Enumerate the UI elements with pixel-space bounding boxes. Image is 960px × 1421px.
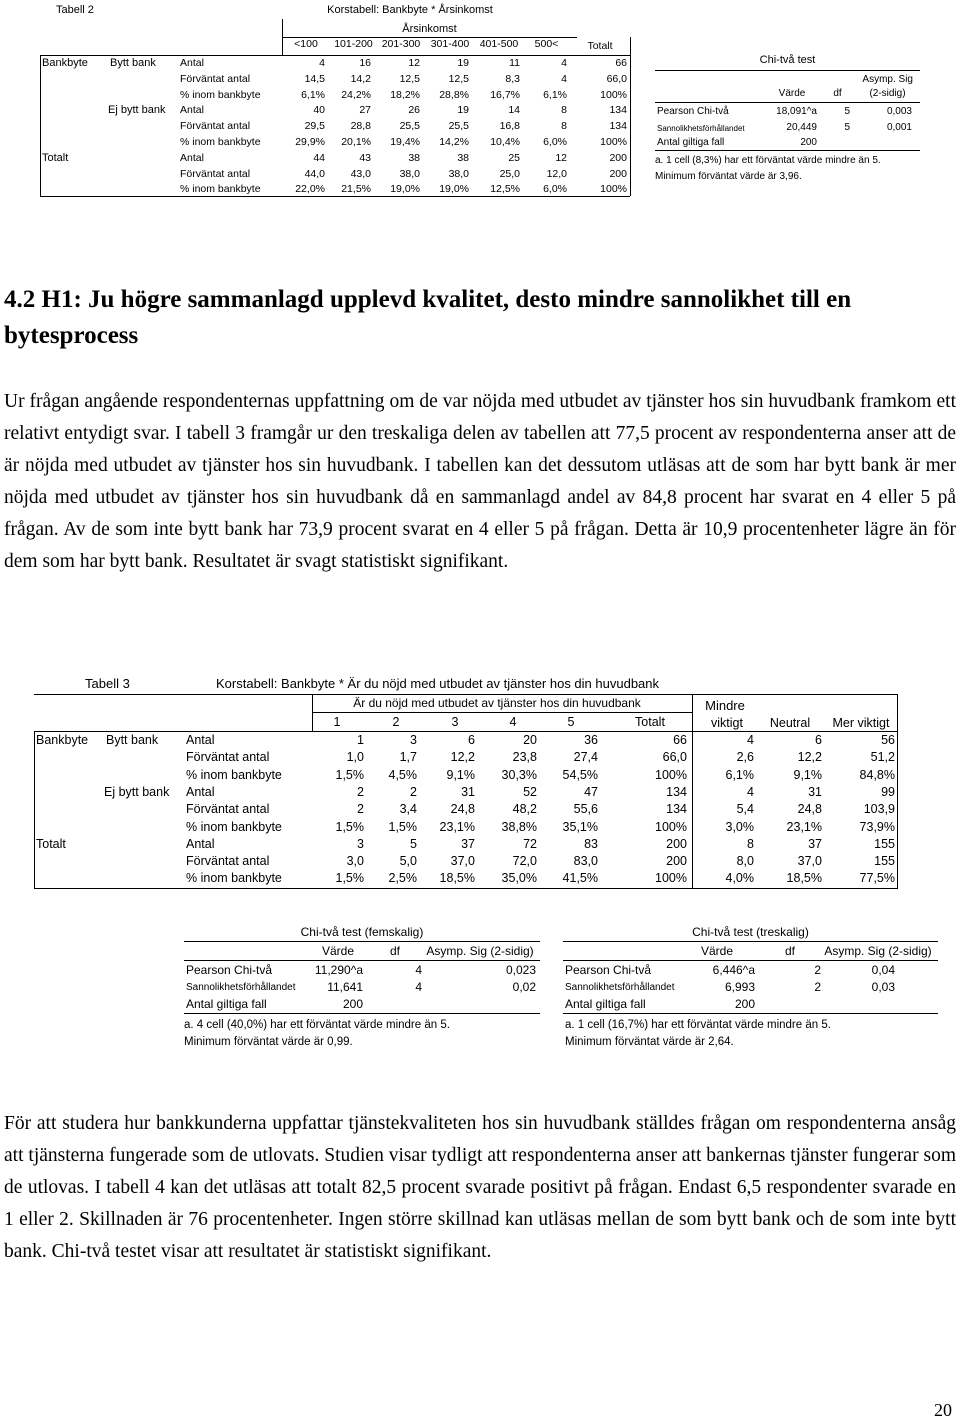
table2-chi-value: 18,091^a <box>776 106 817 117</box>
table3-cell: 2,5% <box>388 871 417 886</box>
table3-row-label: Antal <box>186 836 215 851</box>
chi5-value-header: Värde <box>321 944 355 958</box>
table2-cell: 14,5 <box>304 72 325 85</box>
table2-row-label: Antal <box>180 104 204 117</box>
chi3-note1: a. 1 cell (16,7%) har ett förväntat värde mindre än 5. <box>565 1019 831 1031</box>
table2-cell: 19 <box>457 104 469 117</box>
table2-cell: 12,5 <box>448 72 469 85</box>
table3-cell: 23,1% <box>439 819 475 834</box>
table3-extra-cell: 37 <box>808 836 822 851</box>
table3-cell: 23,8 <box>512 750 537 765</box>
table2-chi-title: Chi-två test <box>759 54 816 66</box>
table2-col-header: 101-200 <box>334 38 373 50</box>
chi5-sig-header: Asymp. Sig (2-sidig) <box>426 944 534 958</box>
table2-cell: 14 <box>508 104 520 117</box>
chi3-body-value: 6,993 <box>724 980 755 994</box>
table2-cell: 16,7% <box>490 88 520 101</box>
table3-cell: 12,2 <box>450 750 475 765</box>
table3-cell: 200 <box>666 854 687 869</box>
table2-cell: 26 <box>408 104 420 117</box>
table3-row-group: Bankbyte <box>36 733 89 747</box>
table2-cell: 200 <box>609 151 627 164</box>
table2-cell: 12,5% <box>490 183 520 196</box>
table2-cell: 21,5% <box>341 183 371 196</box>
table3-col-header: 1 <box>333 715 341 729</box>
chi5-body-df: 4 <box>415 963 422 977</box>
table3-cell: 72,0 <box>512 854 537 869</box>
table3-extra-col-header: viktigt <box>711 716 743 730</box>
table3-extra-col-header: Mer viktigt <box>832 716 890 730</box>
table2-cell: 66 <box>615 57 627 69</box>
table3-cell: 35,0% <box>501 871 537 886</box>
table2-row-subgroup: Bytt bank <box>110 57 156 69</box>
table2-chi-row-label: Antal giltiga fall <box>657 137 725 148</box>
table3-cell: 54,5% <box>562 767 598 782</box>
table3-cell: 83,0 <box>573 854 598 869</box>
table3-cell: 4,5% <box>388 767 417 782</box>
table2-row-label: Förväntat antal <box>180 167 251 180</box>
table2-title: Korstabell: Bankbyte * Årsinkomst <box>327 4 493 16</box>
table3-cell: 1,5% <box>388 819 417 834</box>
table2-col-header: 301-400 <box>430 38 470 50</box>
table3-extra-cell: 6,1% <box>725 767 754 782</box>
table2-chi-df: 5 <box>844 121 850 133</box>
table2-cell: 29,9% <box>295 136 325 148</box>
table3-extra-cell: 37,0 <box>797 854 822 869</box>
table3-cell: 100% <box>655 871 687 886</box>
table2-chi-sig: 0,003 <box>886 106 912 117</box>
table3-row-label: % inom bankbyte <box>186 767 282 782</box>
table3-cell: 9,1% <box>446 767 475 782</box>
table3-row-subgroup: Ej bytt bank <box>104 784 170 799</box>
table2-cell: 134 <box>609 120 627 133</box>
table3-row-label: Antal <box>186 784 215 799</box>
table2-cell: 25,5 <box>448 120 469 133</box>
table3-cell: 20 <box>523 733 537 747</box>
table2-cell: 100% <box>600 136 627 148</box>
table3-extra-col-header: Neutral <box>769 716 811 730</box>
table3-extra-cell: 18,5% <box>786 871 822 886</box>
table2-cell: 25,0 <box>499 167 520 180</box>
chi3-note2: Minimum förväntat värde är 2,64. <box>565 1036 734 1048</box>
table3-cell: 36 <box>584 733 598 747</box>
table3-extra-cell: 155 <box>874 854 895 869</box>
table3-col-header: 4 <box>509 715 517 729</box>
table2-cell: 100% <box>600 88 627 101</box>
table2-cell: 38 <box>408 151 420 164</box>
table2-cell: 8,3 <box>505 72 520 85</box>
table3-cell: 3,4 <box>399 802 417 817</box>
table2-cell: 11 <box>509 57 520 69</box>
table3-extra-cell: 77,5% <box>859 871 895 886</box>
section-heading: 4.2 H1: Ju högre sammanlagd upplevd kvalitet, desto mindre sannolikhet till en bytesprocess <box>4 286 852 349</box>
table2-cell: 8 <box>561 104 567 117</box>
table3-cell: 24,8 <box>450 802 475 817</box>
table3-extra-cell: 51,2 <box>870 750 895 765</box>
chi5-body-sig: 0,023 <box>505 963 536 977</box>
table3-extra-cell: 31 <box>808 784 822 799</box>
table3-cell: 37 <box>461 836 475 851</box>
chi3-sig-header: Asymp. Sig (2-sidig) <box>824 944 932 958</box>
table3-cell: 30,3% <box>501 767 537 782</box>
table3-cell: 41,5% <box>562 871 598 886</box>
section-paragraph-text: Ur frågan angående respondenternas uppfattning om de var nöjda med utbudet av tjänster hos sin huvudbank framkom ett relativt entydigt svar. I tabell 3 framgår ur den treskaliga delen av tabellen att 77,5 procent av respondenterna anser att de är nöjda med utbudet av tjänster hos sin huvudbank. I tabellen kan det dessutom utläsas att de som har bytt bank är mer nöjda med utbudet av tjänster hos sin huvudbank då en sammanlagd andel av 84,8 procent har svarat en 4 eller 5 på frågan. Av de som inte bytt bank har 73,9 procent svarat en 4 eller 5 på frågan. Detta är 10,9 procentenheter lägre än för dem som har bytt bank. Resultatet är svagt statistiskt signifikant. <box>4 391 956 572</box>
table3-extra-cell: 4 <box>747 784 754 799</box>
chi3-body-sig: 0,04 <box>871 963 895 977</box>
table2-label: Tabell 2 <box>56 4 94 16</box>
table3-title: Korstabell: Bankbyte * Är du nöjd med utbudet av tjänster hos din huvudbank <box>216 676 660 691</box>
table3-cell: 100% <box>655 767 687 782</box>
closing-paragraph <box>4 1108 956 1268</box>
chi5-note2: Minimum förväntat värde är 0,99. <box>184 1036 353 1048</box>
chi3-body-df: 2 <box>814 980 821 994</box>
table3-extra-cell: 4,0% <box>725 871 754 886</box>
table2-cell: 44 <box>313 151 325 164</box>
table3-cell: 100% <box>655 819 687 834</box>
table3-cell: 55,6 <box>573 802 598 817</box>
table2-cell: 25,5 <box>399 120 420 133</box>
table2-row-label: % inom bankbyte <box>180 183 261 196</box>
table2-chi-value: 200 <box>800 137 817 148</box>
table2-cell: 4 <box>561 72 567 85</box>
page-number: 20 <box>934 1400 952 1420</box>
chi5-body-sig: 0,02 <box>512 980 536 994</box>
chi3-body-row-label: Antal giltiga fall <box>565 997 646 1011</box>
table2-cell: 12 <box>555 151 567 164</box>
table3-cell: 3 <box>410 733 417 747</box>
table3-cell: 83 <box>584 836 598 851</box>
table2-chi-note1: a. 1 cell (8,3%) har ett förväntat värde mindre än 5. <box>655 155 881 166</box>
table3-extra-cell: 56 <box>881 733 895 747</box>
table3-row-subgroup: Bytt bank <box>106 733 159 747</box>
table3-cell: 200 <box>666 836 687 851</box>
table3-extra-cell: 8,0 <box>736 854 754 869</box>
chi3-body-row-label: Sannolikhetsförhållandet <box>565 982 675 993</box>
table3-row-group: Totalt <box>36 836 66 851</box>
table2-cell: 28,8% <box>439 88 469 101</box>
table2-chi-df: 5 <box>844 106 850 117</box>
table3-cell: 5,0 <box>399 854 417 869</box>
table2-chi-value-header: Värde <box>778 88 806 99</box>
table2-row-label: % inom bankbyte <box>180 88 261 101</box>
table2-col-header: <100 <box>294 38 318 50</box>
chi5-body-row-label: Sannolikhetsförhållandet <box>186 982 296 993</box>
table2-cell: 22,0% <box>295 183 325 196</box>
chi3-value-header: Värde <box>700 944 734 958</box>
table2-cell: 38 <box>457 151 469 164</box>
table2-cell: 19 <box>457 57 469 69</box>
table3-cell: 3 <box>357 836 364 851</box>
table3-extra-cell: 84,8% <box>859 767 895 782</box>
table3-cell: 1,5% <box>335 819 364 834</box>
table2-cell: 16 <box>359 57 371 69</box>
table2-cell: 20,1% <box>341 136 371 148</box>
chi3-body-sig: 0,03 <box>871 980 895 994</box>
table2-cell: 29,5 <box>304 120 325 133</box>
table3-cell: 18,5% <box>439 871 475 886</box>
table2-cell: 25 <box>508 151 520 164</box>
table2-cell: 12 <box>408 57 420 69</box>
table2-col-header: 500< <box>534 38 559 50</box>
table3-row-label: Förväntat antal <box>186 750 270 765</box>
table2-cell: 12,5 <box>399 72 420 85</box>
table2-cell: 14,2% <box>439 136 469 148</box>
table3-cell: 1,0 <box>346 750 364 765</box>
table3-cell: 66 <box>673 733 687 747</box>
chi3-body-row-label: Pearson Chi-två <box>565 963 652 977</box>
table2-cell: 10,4% <box>490 136 520 148</box>
chi3-body-df: 2 <box>814 963 821 977</box>
table3-extra-cell: 103,9 <box>863 802 895 817</box>
chi3-title: Chi-två test (treskalig) <box>692 925 809 939</box>
table2-cell: 19,0% <box>390 183 420 196</box>
table2-cell: 6,0% <box>543 183 567 196</box>
table2-chi-row-label: Sannolikhetsförhållandet <box>657 123 745 133</box>
table2-cell: 27 <box>359 104 371 117</box>
table3-col-header: 5 <box>567 715 575 729</box>
table3-cell: 38,8% <box>501 819 537 834</box>
table3-cell: 52 <box>523 784 537 799</box>
table3-cell: 27,4 <box>573 750 598 765</box>
table3-extra-cell: 23,1% <box>786 819 822 834</box>
table2-row-subgroup: Ej bytt bank <box>108 104 166 117</box>
table3-cell: 1,5% <box>335 871 364 886</box>
table3-label: Tabell 3 <box>85 676 130 691</box>
table3-extra-cell: 5,4 <box>736 802 754 817</box>
table3-extra-cell: 73,9% <box>859 819 895 834</box>
table2-cell: 18,2% <box>390 88 420 101</box>
table3-cell: 37,0 <box>450 854 475 869</box>
table2-chi-value: 20,449 <box>786 121 817 133</box>
chi5-body-value: 11,290^a <box>314 963 363 977</box>
closing-paragraph-text: För att studera hur bankkunderna uppfattar tjänstekvaliteten hos sin huvudbank ställdes frågan om respondenterna ansåg att tjänsterna fungerade som de utlovats. Studien visar tydligt att respondenterna anser att bankernas tjänster fungerar som de utlovas. I tabell 4 kan det utläsas att totalt 82,5 procent svarade positivt på frågan. Endast 6,5 respondenter svarade en 1 eller 2. Skillnaden är 76 procentenheter. Ingen större skillnad kan utläsas mellan de som bytt bank och de som inte bytt bank. Chi-två testet visar att resultatet är statistiskt signifikant. <box>4 1113 956 1262</box>
table2-cell: 16,8 <box>499 120 520 133</box>
table2-row-label: % inom bankbyte <box>180 136 261 148</box>
table3-cell: 1,5% <box>335 767 364 782</box>
table2-row-label: Förväntat antal <box>180 72 251 85</box>
table2-cell: 4 <box>561 57 567 69</box>
table2-cell: 40 <box>313 104 325 117</box>
table2-cell: 19,0% <box>439 183 469 196</box>
table3-extra-cell: 2,6 <box>736 750 754 765</box>
chi3-df-header: df <box>784 944 795 958</box>
table2-cell: 134 <box>609 104 627 117</box>
table3-row-label: % inom bankbyte <box>186 871 282 886</box>
table3-extra-cell: 3,0% <box>725 819 754 834</box>
table3-cell: 48,2 <box>512 802 537 817</box>
table2-cell: 8 <box>561 120 567 133</box>
table2-cell: 38,0 <box>448 167 469 180</box>
table3-cell: 35,1% <box>562 819 598 834</box>
table3-cell: 2 <box>357 802 364 817</box>
table2-cell: 28,8 <box>350 120 371 133</box>
table3-cell: 6 <box>468 733 475 747</box>
table3-cell: 1 <box>357 733 364 747</box>
table2-col-header: 201-300 <box>381 38 421 50</box>
chi5-body-value: 200 <box>342 997 363 1011</box>
table2-chi-sig: 0,001 <box>886 121 912 133</box>
table3-extra-cell: 6 <box>815 733 822 747</box>
table2-row-label: Antal <box>180 151 204 164</box>
table3-cell: 1,7 <box>399 750 417 765</box>
chi5-body-row-label: Pearson Chi-två <box>186 963 273 977</box>
table3-row-label: % inom bankbyte <box>186 819 282 834</box>
chi3-body-value: 6,446^a <box>712 963 755 977</box>
table3-col-header: 2 <box>392 715 400 729</box>
table2-cell: 43,0 <box>350 167 371 180</box>
chi5-title: Chi-två test (femskalig) <box>300 925 424 939</box>
table3-cell: 2 <box>357 784 364 799</box>
table3-cell: 134 <box>666 802 687 817</box>
table2-cell: 24,2% <box>341 88 371 101</box>
table2-chi-note2: Minimum förväntat värde är 3,96. <box>655 171 802 182</box>
table2-cell: 38,0 <box>399 167 420 180</box>
table3-extra-cell: 155 <box>874 836 895 851</box>
table3-col-header: 3 <box>451 715 459 729</box>
table3-row-label: Förväntat antal <box>186 802 270 817</box>
table3-cell: 134 <box>666 784 687 799</box>
table2-cell: 43 <box>359 151 371 164</box>
chi5-body-row-label: Antal giltiga fall <box>186 997 267 1011</box>
table3-cell: 66,0 <box>662 750 687 765</box>
table2-row-label: Förväntat antal <box>180 120 251 133</box>
table3-extra-cell: 8 <box>747 836 754 851</box>
table2-cell: 6,1% <box>543 88 567 101</box>
table3-cell: 5 <box>410 836 417 851</box>
table2-cell: 14,2 <box>350 72 371 85</box>
table2-cell: 44,0 <box>304 167 325 180</box>
chi5-note1: a. 4 cell (40,0%) har ett förväntat värde mindre än 5. <box>184 1019 450 1031</box>
table3-extra-cell: 24,8 <box>797 802 822 817</box>
chi5-body-value: 11,641 <box>327 980 363 994</box>
table2-cell: 19,4% <box>390 136 420 148</box>
table2-cell: 200 <box>609 167 627 180</box>
table3-extra-cell: 12,2 <box>797 750 822 765</box>
table3-extra-header-top: Mindre <box>705 698 745 713</box>
table3-group-header: Är du nöjd med utbudet av tjänster hos din huvudbank <box>353 696 641 710</box>
table3-cell: 2 <box>410 784 417 799</box>
table2-chi-sig-header-2: (2-sidig) <box>869 88 906 99</box>
section-paragraph <box>4 386 956 578</box>
table3-row-label: Antal <box>186 733 215 747</box>
table3-row-label: Förväntat antal <box>186 854 270 869</box>
table2-chi-row-label: Pearson Chi-två <box>657 106 729 117</box>
table2-chi-df-header: df <box>833 88 842 99</box>
table3-cell: 31 <box>461 784 475 799</box>
chi5-body-df: 4 <box>415 980 422 994</box>
table2-cell: 66,0 <box>606 72 627 85</box>
table3-col-header: Totalt <box>635 715 665 729</box>
table3-cell: 72 <box>523 836 537 851</box>
table2-group-header: Årsinkomst <box>402 23 457 35</box>
table2-chi-sig-header-1: Asymp. Sig <box>862 74 913 85</box>
table2-row-group: Totalt <box>42 151 69 164</box>
chi3-body-value: 200 <box>734 997 755 1011</box>
table2-cell: 6,1% <box>301 88 325 101</box>
table2-cell: 12,0 <box>546 167 567 180</box>
table2-row-label: Antal <box>180 57 204 69</box>
table2-col-header: 401-500 <box>479 38 519 50</box>
table3-extra-cell: 4 <box>747 733 754 747</box>
table2-cell: 4 <box>319 57 325 69</box>
table3-extra-cell: 99 <box>881 784 895 799</box>
table2-row-group: Bankbyte <box>42 57 88 69</box>
table2-col-header: Totalt <box>587 40 613 52</box>
table2-cell: 100% <box>600 183 627 196</box>
chi5-df-header: df <box>389 944 400 958</box>
table2-cell: 6,0% <box>543 136 567 148</box>
table3-extra-cell: 9,1% <box>793 767 822 782</box>
table3-cell: 3,0 <box>346 854 364 869</box>
table3-cell: 47 <box>584 784 598 799</box>
